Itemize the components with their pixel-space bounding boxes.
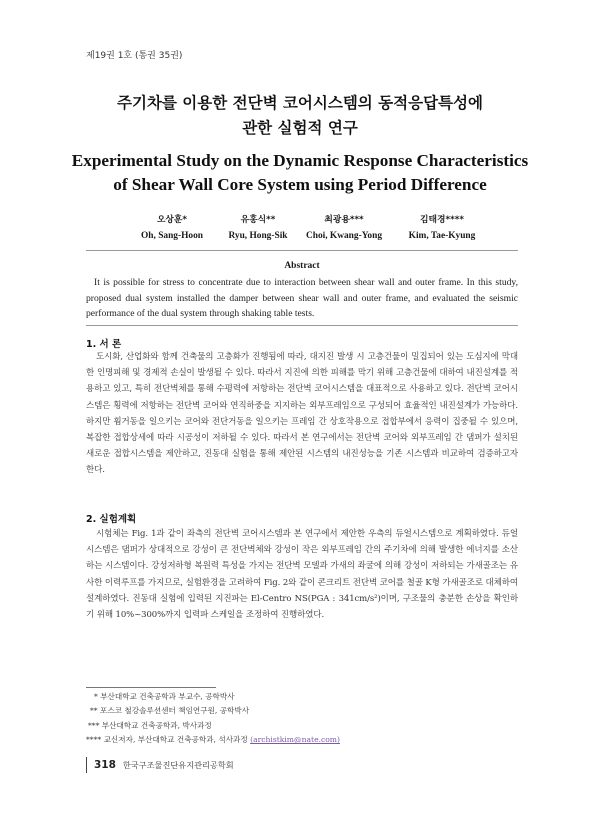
english-title-line-1: Experimental Study on the Dynamic Response Characteristics [71, 151, 529, 170]
abstract-top-rule [86, 250, 518, 251]
author-1-english: Oh, Sang-Hoon [141, 231, 203, 241]
section-2-paragraph: 시험체는 Fig. 1과 같이 좌측의 전단벽 코어시스템과 본 연구에서 제안한 우측의 듀얼시스템으로 계획하였다. 듀얼시스템은 댐퍼가 상대적으로 강성이 큰 전단벽체와 강성이 작은 외부프레임 간의 주기차에 의해 발생한 에너지를 소산하는 시스템이다. 강성저하형 복원력 특성을 가지는 전단벽 모델과 가새의 좌굴에 의해 강성이 저하되는 가새골조는 유사한 이력루프를 가지므로, 실험환경을 고려하여 Fig. 2와 같이 콘크리트 전단벽 코어를 철골 K형 가새골조로 대체하여 설계하였다. 진동대 실험에 입력된 지진파는 El-Centro NS(PGA : 341cm/s²)이며, 구조물의 충분한 손상을 확인하기 위해 10%~300%까지 입력파 스케일을 조정하여 진행하였다. [86, 529, 518, 621]
footnotes [86, 690, 340, 748]
footnote-1: * 부산대학교 건축공학과 부교수, 공학박사 [94, 692, 235, 701]
abstract-bottom-rule [86, 325, 518, 326]
author-2 [213, 212, 303, 244]
issue-header: 제19권 1호 (통권 35권) [86, 51, 183, 61]
author-3 [299, 212, 389, 244]
author-2-english: Ryu, Hong-Sik [228, 231, 288, 241]
english-title-line-2: of Shear Wall Core System using Period Difference [113, 175, 487, 194]
footnote-4 [86, 733, 340, 747]
section-2-heading: 2. 실험계획 [86, 514, 137, 525]
abstract-heading: Abstract [284, 261, 320, 271]
author-1-korean: 오상훈* [156, 215, 188, 225]
section-1-paragraph: 도시화, 산업화와 함께 건축물의 고층화가 진행됨에 따라, 대지진 발생 시 고층건물이 밀집되어 있는 도심지에 막대한 인명피해 및 경제적 손실이 발생될 수 있다. 따라서 지진에 의한 피해를 막기 위해 고층건물에 대하여 내진설계를 적용하고 있고, 특히 전단벽체를 통해 수평력에 저항하는 전단벽 코어시스템을 대표적으로 사용하고 있다. 전단벽 코어시스템은 횡력에 저항하는 전단벽 코어와 연직하중을 지지하는 외부프레임으로 구성되어 효율적인 내진설계가 가능하다. 하지만 휨거동을 일으키는 코어와 전단거동을 일으키는 프레임 간 상호작용으로 접합부에서 응력이 집중될 수 있으며, 복잡한 접합상세에 따라 시공성이 저하될 수 있다. 따라서 본 연구에서는 전단벽 코어와 외부프레임 간 댐퍼가 설치된 새로운 접합시스템을 제안하고, 진동대 실험을 통해 제안된 시스템의 내진성능을 기존 시스템과 비교하여 검증하고자 한다. [86, 352, 518, 476]
journal-name: 한국구조물진단유지관리공학회 [122, 759, 234, 770]
author-4-korean: 김태경**** [420, 215, 464, 225]
section-1-heading: 1. 서 론 [86, 339, 122, 350]
korean-title-line-1: 주기차를 이용한 전단벽 코어시스템의 동적응답특성에 [117, 94, 483, 112]
contact-email-link[interactable]: (archistkim@nate.com) [250, 735, 340, 745]
author-1 [127, 212, 217, 244]
author-3-english: Choi, Kwang-Yong [305, 231, 383, 241]
abstract-text: It is possible for stress to concentrate due to interaction between shear wall and outer frame. In this study, proposed dual system installed the damper between shear wall and outer frame, and evaluated the seismic performance of the dual system through shaking table tests. [86, 277, 518, 319]
footnote-2: ** 포스코 철강솔루션센터 책임연구원, 공학박사 [90, 706, 250, 716]
english-title [50, 149, 550, 197]
author-3-korean: 최광용*** [324, 215, 364, 225]
footnote-rule [86, 687, 216, 688]
footnote-3: *** 부산대학교 건축공학과, 박사과정 [88, 720, 212, 730]
footer-divider [86, 757, 87, 773]
page-number: 318 [94, 759, 116, 771]
page-footer [86, 757, 234, 773]
author-2-korean: 유홍식** [240, 215, 276, 225]
footnote-4-text: **** 교신저자, 부산대학교 건축공학과, 석사과정 [86, 735, 248, 745]
author-4 [397, 212, 487, 244]
korean-title [60, 91, 540, 141]
korean-title-line-2: 관한 실험적 연구 [242, 119, 358, 137]
author-4-english: Kim, Tae-Kyung [408, 231, 476, 241]
